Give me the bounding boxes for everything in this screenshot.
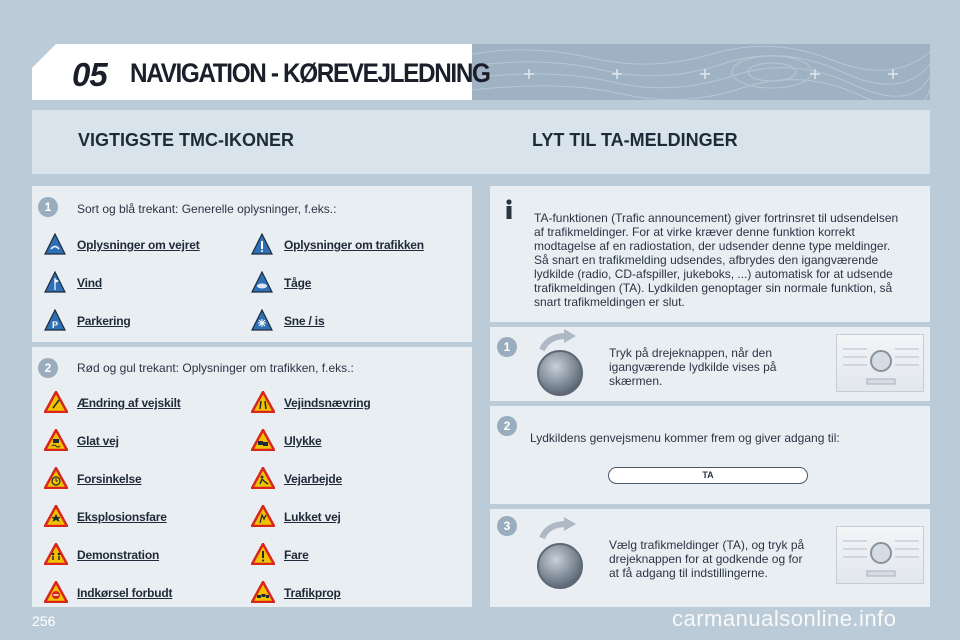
step1-text: [609, 346, 776, 388]
rotary-knob: [537, 350, 583, 396]
parking-icon: [44, 309, 66, 331]
road-closed-icon: [251, 505, 275, 527]
watermark: carmanualsonline.info: [672, 606, 897, 631]
page-number: 256: [32, 613, 56, 629]
panel-step-2: [490, 406, 930, 504]
slippery-road-icon: [44, 429, 68, 451]
step-badge-3: 3: [497, 516, 517, 536]
step2-text: Lydkildens genvejsmenu kommer frem og giver adgang til:: [530, 431, 840, 445]
ta-menu-button[interactable]: TA: [608, 467, 808, 484]
delay-icon: [44, 467, 68, 489]
info-line: lydkilde (radio, CD-afspiller, jukeboks, ...) automatisk for at udsende: [534, 267, 893, 281]
weather-info-icon: [44, 233, 66, 255]
item-explosion-danger: Eksplosionsfare: [77, 510, 167, 524]
step3-line: Vælg trafikmeldinger (TA), og tryk på: [609, 538, 805, 552]
roadworks-icon: [251, 467, 275, 489]
info-icon: [500, 198, 518, 220]
traffic-info-icon: [251, 233, 273, 255]
no-entry-icon: [44, 581, 68, 603]
step-badge-2: 2: [497, 416, 517, 436]
step3-text: [609, 538, 804, 580]
item-road-narrows: Vejindsnævring: [284, 396, 371, 410]
sign-change-icon: [44, 391, 68, 413]
demonstration-icon: [44, 543, 68, 565]
panel2-intro: Rød og gul trekant: Oplysninger om trafikken, f.eks.:: [77, 361, 354, 375]
wind-icon: [44, 271, 66, 293]
accident-icon: [251, 429, 275, 451]
step-badge-1: 1: [38, 197, 58, 217]
fog-icon: [251, 271, 273, 293]
radio-unit-image: [836, 526, 924, 584]
item-accident: Ulykke: [284, 434, 322, 448]
item-parking: Parkering: [77, 314, 131, 328]
item-fog: Tåge: [284, 276, 312, 290]
road-narrows-icon: [251, 391, 275, 413]
info-line: modtagelse af en radiostation, der udsender denne type meldinger.: [534, 239, 891, 253]
item-wind: Vind: [77, 276, 102, 290]
header-corner: [32, 44, 56, 68]
item-snow-ice: Sne / is: [284, 314, 325, 328]
item-sign-change: Ændring af vejskilt: [77, 396, 181, 410]
step3-line: drejeknappen for at godkende og for: [609, 552, 803, 566]
traffic-jam-icon: [251, 581, 275, 603]
chapter-number: 05: [72, 56, 107, 93]
item-road-closed: Lukket vej: [284, 510, 341, 524]
svg-text:P: P: [51, 320, 59, 330]
info-line: trafikmeldingen (TA). Lydkilden genoptager sin normale funktion, så: [534, 281, 893, 295]
radio-unit-image: [836, 334, 924, 392]
item-delay: Forsinkelse: [77, 472, 142, 486]
item-roadworks: Vejarbejde: [284, 472, 343, 486]
page-title: NAVIGATION - KØREVEJLEDNING: [130, 58, 490, 88]
info-line: TA-funktionen (Trafic announcement) giver fortrinsret til udsendelsen: [534, 211, 899, 225]
item-traffic-info: Oplysninger om trafikken: [284, 238, 424, 252]
danger-icon: [251, 543, 275, 565]
explosion-danger-icon: [44, 505, 68, 527]
item-no-entry: Indkørsel forbudt: [77, 586, 173, 600]
snow-ice-icon: [251, 309, 273, 331]
item-danger: Fare: [284, 548, 309, 562]
info-line: af trafikmeldinger. For at virke kræver denne funktion korrekt: [534, 225, 855, 239]
step1-line: igangværende lydkilde vises på: [609, 360, 777, 374]
item-demonstration: Demonstration: [77, 548, 160, 562]
left-section-title: VIGTIGSTE TMC-IKONER: [78, 130, 294, 150]
step1-line: Tryk på drejeknappen, når den: [609, 346, 772, 360]
rotary-knob: [537, 543, 583, 589]
info-line: Så snart en trafikmelding udsendes, afbrydes den igangværende: [534, 253, 879, 267]
panel1-intro: Sort og blå trekant: Generelle oplysninger, f.eks.:: [77, 202, 337, 216]
ta-info-text: [534, 211, 924, 309]
turn-arrow-icon: [538, 516, 578, 542]
step-badge-1: 1: [497, 337, 517, 357]
step-badge-2: 2: [38, 358, 58, 378]
step3-line: at få adgang til indstillingerne.: [609, 566, 768, 580]
header-map-pattern: [472, 44, 930, 100]
item-traffic-jam: Trafikprop: [284, 586, 341, 600]
info-line: snart trafikmeldingen er slut.: [534, 295, 685, 309]
item-slippery-road: Glat vej: [77, 434, 119, 448]
step1-line: skærmen.: [609, 374, 663, 388]
right-section-title: LYT TIL TA-MELDINGER: [532, 130, 738, 150]
item-weather-info: Oplysninger om vejret: [77, 238, 200, 252]
